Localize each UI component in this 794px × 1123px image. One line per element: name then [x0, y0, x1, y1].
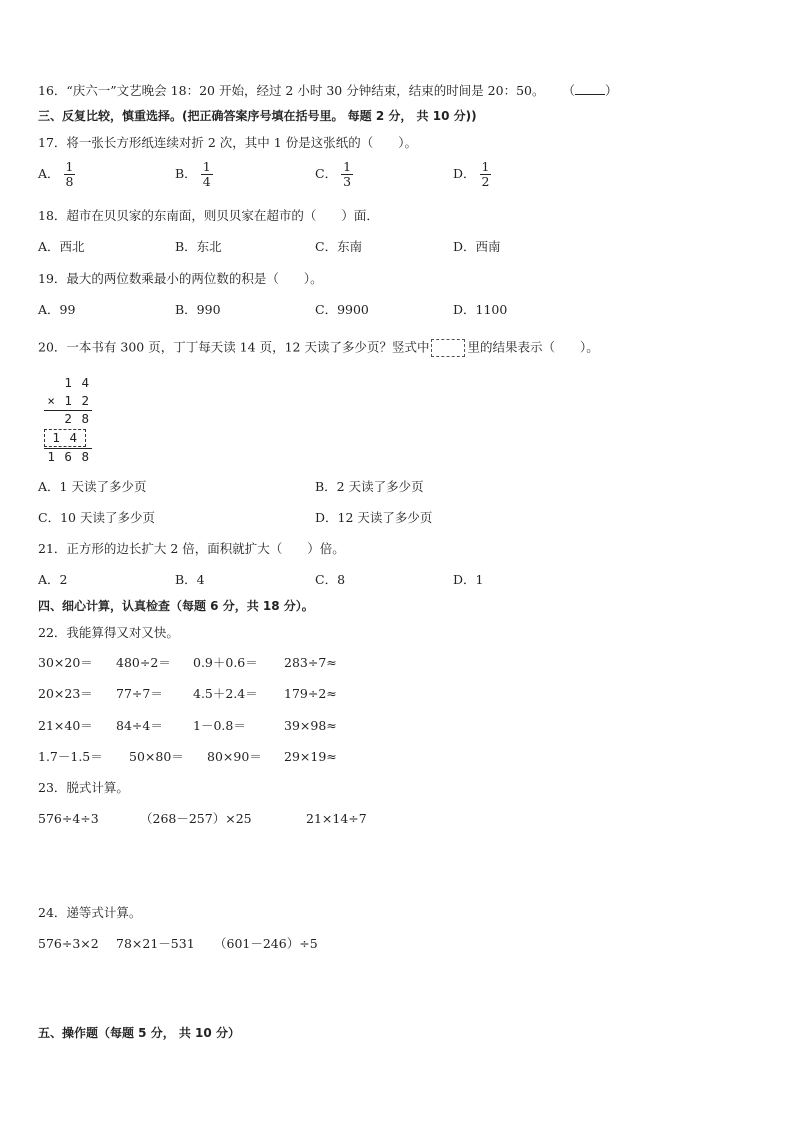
fraction	[64, 160, 76, 189]
denominator: 8	[65, 174, 74, 189]
section-3-heading: 三、反复比较，慎重选择。(把正确答案序号填在括号里。 每题 2 分， 共 10 分))	[38, 109, 477, 123]
numerator: 1	[202, 159, 211, 174]
fraction	[201, 160, 213, 189]
question-21-text: 21．正方形的边长扩大 2 倍，面积就扩大（ ）倍。	[38, 541, 345, 556]
question-19-text: 19．最大的两位数乘最小的两位数的积是（ ）。	[38, 271, 323, 286]
calc-item: 80×90＝	[207, 749, 262, 764]
option-20-d[interactable]: D．12 天读了多少页	[315, 510, 433, 525]
calc-item: 30×20＝	[38, 655, 93, 670]
option-label: B．	[175, 166, 197, 181]
option-19-c[interactable]: C．9900	[315, 302, 369, 317]
question-22-text: 22．我能算得又对又快。	[38, 625, 179, 640]
numerator: 1	[65, 159, 74, 174]
question-24-text: 24．递等式计算。	[38, 905, 142, 920]
partial-product-1: 2 8	[64, 411, 90, 426]
partial-product-2: 1 4	[52, 430, 78, 445]
calc-item: 21×40＝	[38, 718, 93, 733]
question-20-text-after: 里的结果表示（ ）。	[467, 339, 599, 355]
question-20-text-before: 20．一本书有 300 页，丁丁每天读 14 页，12 天读了多少页？竖式中	[38, 339, 430, 355]
option-19-b[interactable]: B．990	[175, 302, 221, 317]
fraction	[480, 160, 492, 189]
product: 1 6 8	[47, 449, 90, 464]
numerator: 1	[343, 159, 352, 174]
calc-item: 576÷4÷3	[38, 811, 99, 826]
option-17-d[interactable]	[453, 160, 491, 189]
option-21-b[interactable]: B．4	[175, 572, 205, 587]
dashed-box-icon	[431, 339, 465, 357]
calc-item: 50×80＝	[129, 749, 184, 764]
section-4-heading: 四、细心计算，认真检查（每题 6 分，共 18 分）。	[38, 599, 314, 613]
fraction	[341, 160, 353, 189]
option-label: A．	[38, 166, 60, 181]
question-16-text: 16．“庆六一”文艺晚会 18：20 开始，经过 2 小时 30 分钟结束，结束的时间是 20：50。	[38, 83, 545, 98]
question-17-text: 17．将一张长方形纸连续对折 2 次，其中 1 份是这张纸的（ ）。	[38, 135, 417, 150]
option-21-a[interactable]: A．2	[38, 572, 68, 587]
option-19-a[interactable]: A．99	[38, 302, 76, 317]
option-18-a[interactable]: A．西北	[38, 239, 85, 254]
option-17-b[interactable]	[175, 160, 213, 189]
question-16-paren-open: （	[562, 83, 575, 98]
calc-item: 20×23＝	[38, 686, 93, 701]
denominator: 3	[343, 174, 352, 189]
calc-item: 77÷7＝	[116, 686, 163, 701]
answer-blank[interactable]	[575, 82, 605, 95]
option-label: C．	[315, 166, 338, 181]
calc-item: 0.9＋0.6＝	[193, 655, 258, 670]
calc-item: （268－257）×25	[140, 811, 252, 826]
option-18-d[interactable]: D．西南	[453, 239, 501, 254]
question-20	[38, 339, 599, 357]
option-17-a[interactable]	[38, 160, 75, 189]
option-21-d[interactable]: D．1	[453, 572, 484, 587]
calc-item: 283÷7≈	[284, 655, 337, 670]
calc-item: 78×21－531	[116, 936, 195, 951]
numerator: 1	[481, 159, 490, 174]
calc-item: 84÷4＝	[116, 718, 163, 733]
denominator: 2	[481, 174, 490, 189]
calc-item: 29×19≈	[284, 749, 337, 764]
calc-item: 1－0.8＝	[193, 718, 246, 733]
option-label: D．	[453, 166, 476, 181]
calc-item: 480÷2＝	[116, 655, 171, 670]
question-16-paren-close: ）	[604, 83, 618, 98]
option-20-b[interactable]: B．2 天读了多少页	[315, 479, 424, 494]
calc-item: 1.7－1.5＝	[38, 749, 103, 764]
calc-item: （601－246）÷5	[214, 936, 318, 951]
option-19-d[interactable]: D．1100	[453, 302, 508, 317]
calc-item: 179÷2≈	[284, 686, 337, 701]
option-21-c[interactable]: C．8	[315, 572, 346, 587]
calc-item: 576÷3×2	[38, 936, 99, 951]
calc-item: 21×14÷7	[306, 811, 367, 826]
option-18-c[interactable]: C．东南	[315, 239, 363, 254]
question-16	[38, 82, 618, 99]
option-17-c[interactable]	[315, 160, 353, 189]
option-20-c[interactable]: C．10 天读了多少页	[38, 510, 155, 525]
multiplicand: 1 4	[64, 375, 90, 390]
question-23-text: 23．脱式计算。	[38, 780, 129, 795]
calc-item: 39×98≈	[284, 718, 337, 733]
question-18-text: 18．超市在贝贝家的东南面，则贝贝家在超市的（ ）面．	[38, 208, 379, 223]
option-18-b[interactable]: B．东北	[175, 239, 222, 254]
option-20-a[interactable]: A．1 天读了多少页	[38, 479, 147, 494]
multiplier: × 1 2	[47, 393, 90, 408]
section-5-heading: 五、操作题（每题 5 分， 共 10 分）	[38, 1026, 240, 1040]
denominator: 4	[202, 174, 211, 189]
calc-item: 4.5＋2.4＝	[193, 686, 258, 701]
